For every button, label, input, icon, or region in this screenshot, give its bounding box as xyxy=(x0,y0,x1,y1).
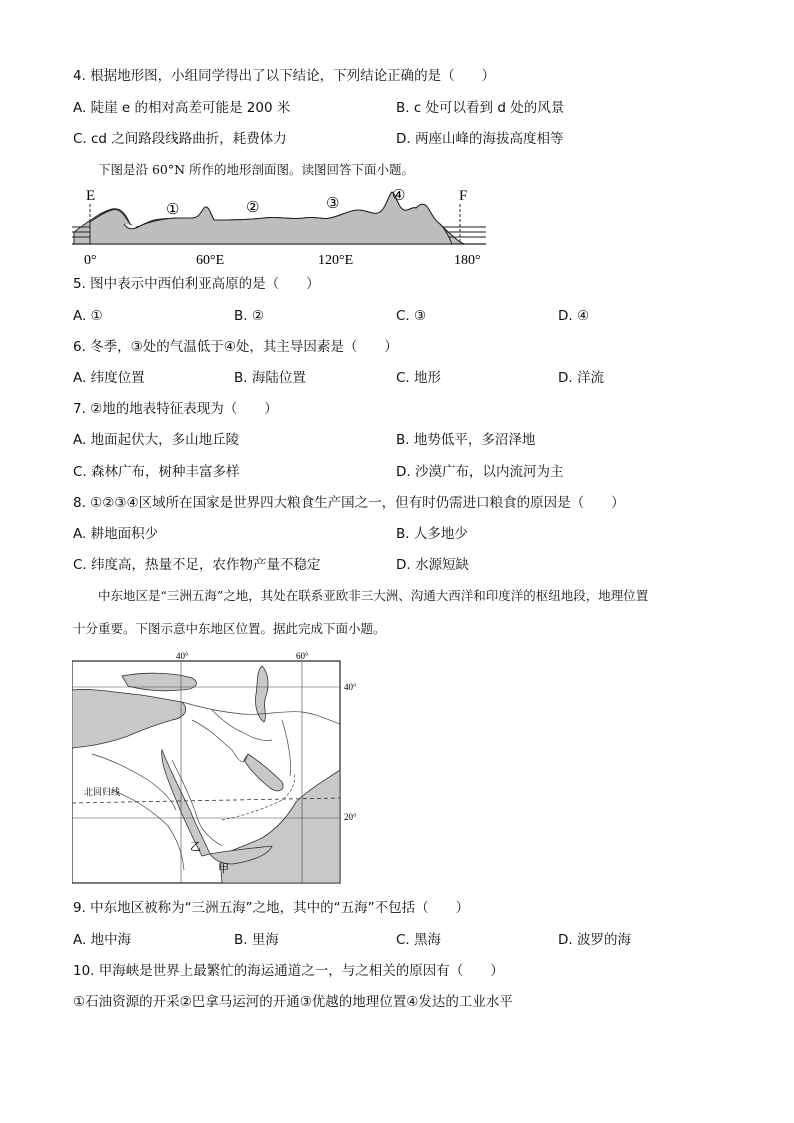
q4-option-a: A. 陡崖 e 的相对高差可能是 200 米 xyxy=(73,100,291,116)
map-lon-60: 60° xyxy=(296,651,309,661)
q7-option-c: C. 森林广布，树种丰富多样 xyxy=(73,464,240,480)
q5-stem: 5. 图中表示中西伯利亚高原的是（ ） xyxy=(73,276,320,292)
map-label-yi: 乙 xyxy=(190,841,201,853)
q6-option-d: D. 洋流 xyxy=(558,370,604,386)
q8-stem: 8. ①②③④区域所在国家是世界四大粮食生产国之一，但有时仍需进口粮食的原因是（ ） xyxy=(73,495,625,511)
profile-mark-3: ③ xyxy=(326,196,340,212)
q9-stem: 9. 中东地区被称为“三洲五海”之地，其中的“五海”不包括（ ） xyxy=(73,900,470,916)
q9-option-b: B. 里海 xyxy=(234,932,279,948)
profile-tick-60e: 60°E xyxy=(196,253,225,268)
map-lon-40: 40° xyxy=(176,651,189,661)
profile-tick-120e: 120°E xyxy=(318,253,354,268)
map-lat-40: 40° xyxy=(344,682,357,692)
terrain-profile-figure xyxy=(68,180,488,272)
q6-option-c: C. 地形 xyxy=(396,370,442,386)
q6-option-b: B. 海陆位置 xyxy=(234,370,306,386)
middle-east-map xyxy=(72,650,372,886)
q6-stem: 6. 冬季，③处的气温低于④处，其主导因素是（ ） xyxy=(73,339,398,355)
q4-option-d: D. 两座山峰的海拔高度相等 xyxy=(396,131,564,147)
q5-option-b: B. ② xyxy=(234,308,264,324)
profile-label-f: F xyxy=(459,188,468,204)
q8-option-b: B. 人多地少 xyxy=(396,526,468,542)
map-tropic-label: 北回归线 xyxy=(84,787,121,797)
q7-stem: 7. ②地的地表特征表现为（ ） xyxy=(73,401,278,417)
q4-option-c: C. cd 之间路段线路曲折，耗费体力 xyxy=(73,131,287,147)
q6-option-a: A. 纬度位置 xyxy=(73,370,145,386)
q5-option-d: D. ④ xyxy=(558,308,590,324)
q8-option-d: D. 水源短缺 xyxy=(396,557,469,573)
intro-middle-east-line1: 中东地区是“三洲五海”之地，其处在联系亚欧非三大洲、沟通大西洋和印度洋的枢纽地段，地理位置 xyxy=(98,588,649,603)
intro-profile: 下图是沿 60°N 所作的地形剖面图。读图回答下面小题。 xyxy=(98,162,415,177)
q10-items: ①石油资源的开采②巴拿马运河的开通③优越的地理位置④发达的工业水平 xyxy=(73,994,513,1010)
map-lat-20: 20° xyxy=(344,812,357,822)
q9-option-a: A. 地中海 xyxy=(73,932,132,948)
q9-option-d: D. 波罗的海 xyxy=(558,932,631,948)
q5-option-a: A. ① xyxy=(73,308,103,324)
q7-option-a: A. 地面起伏大，多山地丘陵 xyxy=(73,432,240,448)
profile-mark-4: ④ xyxy=(392,188,406,204)
intro-middle-east-line2: 十分重要。下图示意中东地区位置。据此完成下面小题。 xyxy=(73,621,386,636)
profile-label-e: E xyxy=(86,188,96,204)
profile-mark-1: ① xyxy=(166,202,180,218)
q8-option-a: A. 耕地面积少 xyxy=(73,526,159,542)
q5-option-c: C. ③ xyxy=(396,308,427,324)
profile-tick-0: 0° xyxy=(84,253,97,268)
q7-option-b: B. 地势低平，多沼泽地 xyxy=(396,432,536,448)
map-label-jia: 甲 xyxy=(218,863,229,875)
q7-option-d: D. 沙漠广布，以内流河为主 xyxy=(396,464,564,480)
profile-mark-2: ② xyxy=(246,200,260,216)
q10-stem: 10. 甲海峡是世界上最繁忙的海运通道之一，与之相关的原因有（ ） xyxy=(73,963,504,979)
q9-option-c: C. 黑海 xyxy=(396,932,442,948)
q4-stem: 4. 根据地形图，小组同学得出了以下结论，下列结论正确的是（ ） xyxy=(73,68,496,84)
profile-tick-180: 180° xyxy=(454,253,481,268)
q4-option-b: B. c 处可以看到 d 处的风景 xyxy=(396,100,565,116)
q8-option-c: C. 纬度高，热量不足，农作物产量不稳定 xyxy=(73,557,321,573)
